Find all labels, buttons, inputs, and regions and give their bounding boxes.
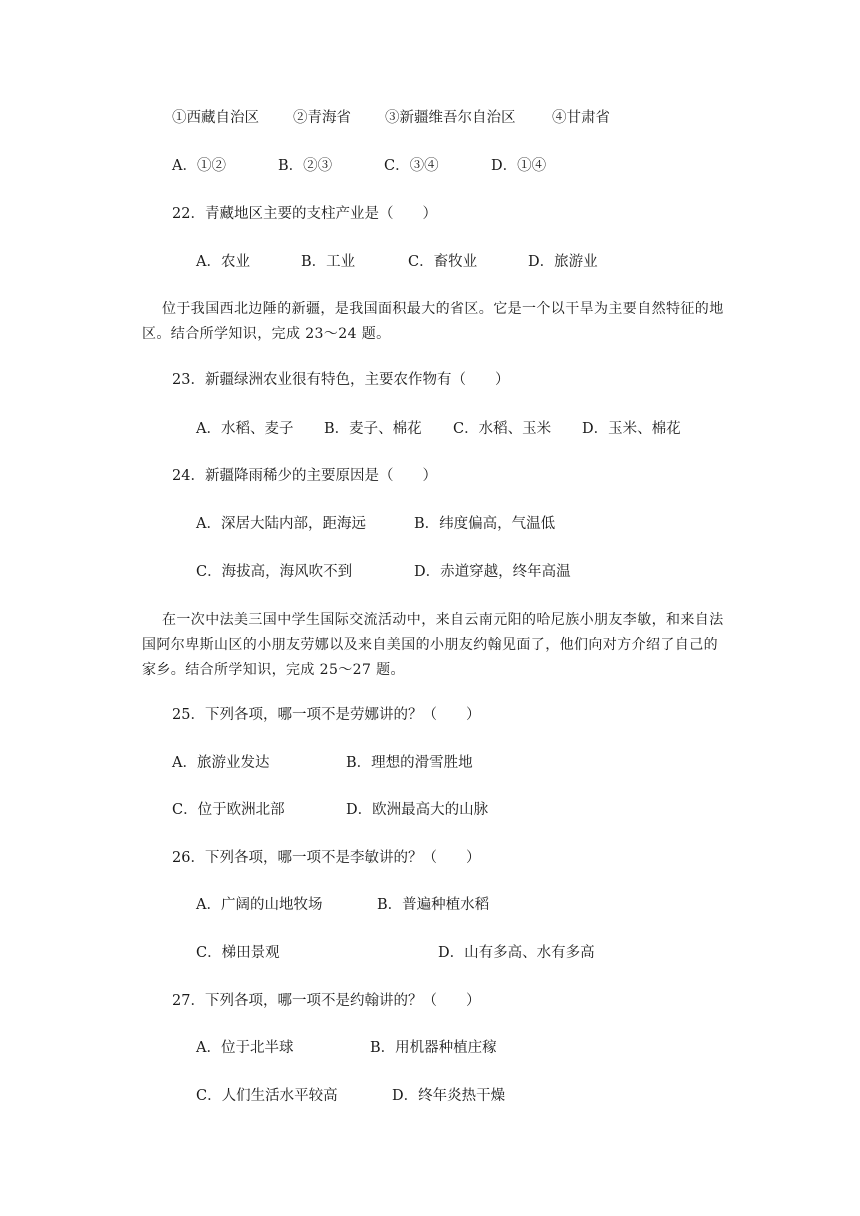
option-a: A．水稻、麦子: [196, 421, 294, 437]
option-d: D．玉米、棉花: [582, 421, 681, 437]
option-d: D．欧洲最高大的山脉: [346, 802, 489, 818]
option-a: A．①②: [172, 158, 226, 174]
option-c: C．畜牧业: [408, 254, 478, 270]
question-22: 22．青藏地区主要的支柱产业是（ ）: [172, 206, 437, 222]
option-a: A．位于北半球: [196, 1040, 294, 1056]
reading-passage: 在一次中法美三国中学生国际交流活动中，来自云南元阳的哈尼族小朋友李敏，和来自法国阿尔卑斯山区的小朋友劳娜以及来自美国的小朋友约翰见面了，他们向对方介绍了自己的家乡。结合所学知识，完成 25～27 题。: [142, 612, 724, 678]
list-item: ④甘肃省: [552, 110, 610, 126]
option-b: B．普遍种植水稻: [377, 897, 490, 913]
option-c: C．水稻、玉米: [453, 421, 552, 437]
option-c: C．人们生活水平较高: [196, 1088, 338, 1104]
option-b: B．理想的滑雪胜地: [346, 755, 473, 771]
option-d: D．山有多高、水有多高: [438, 945, 595, 961]
list-item: ①西藏自治区: [172, 110, 259, 126]
question-27: 27．下列各项，哪一项不是约翰讲的？（ ）: [172, 993, 481, 1009]
option-d: D．赤道穿越，终年高温: [414, 564, 571, 580]
option-c: C．海拔高，海风吹不到: [196, 564, 353, 580]
option-b: B．纬度偏高，气温低: [414, 516, 556, 532]
option-d: D．终年炎热干燥: [392, 1088, 506, 1104]
option-b: B．工业: [301, 254, 356, 270]
question-23: 23．新疆绿洲农业很有特色，主要农作物有（ ）: [172, 372, 510, 388]
question-26: 26．下列各项，哪一项不是李敏讲的？（ ）: [172, 850, 481, 866]
option-a: A．旅游业发达: [172, 755, 270, 771]
reading-passage: 位于我国西北边陲的新疆，是我国面积最大的省区。它是一个以干旱为主要自然特征的地区。结合所学知识，完成 23～24 题。: [142, 301, 724, 342]
option-c: C．③④: [384, 158, 439, 174]
option-c: C．位于欧洲北部: [172, 802, 285, 818]
question-24: 24．新疆降雨稀少的主要原因是（ ）: [172, 468, 437, 484]
option-a: A．农业: [196, 254, 250, 270]
option-b: B．麦子、棉花: [324, 421, 422, 437]
option-a: A．广阔的山地牧场: [196, 897, 323, 913]
list-item: ③新疆维吾尔自治区: [385, 110, 516, 126]
option-c: C．梯田景观: [196, 945, 280, 961]
option-a: A．深居大陆内部，距海远: [196, 516, 366, 532]
question-25: 25．下列各项，哪一项不是劳娜讲的？（ ）: [172, 707, 481, 723]
option-d: D．①④: [491, 158, 547, 174]
option-b: B．用机器种植庄稼: [370, 1040, 497, 1056]
option-d: D．旅游业: [528, 254, 598, 270]
list-item: ②青海省: [293, 110, 351, 126]
option-b: B．②③: [278, 158, 333, 174]
